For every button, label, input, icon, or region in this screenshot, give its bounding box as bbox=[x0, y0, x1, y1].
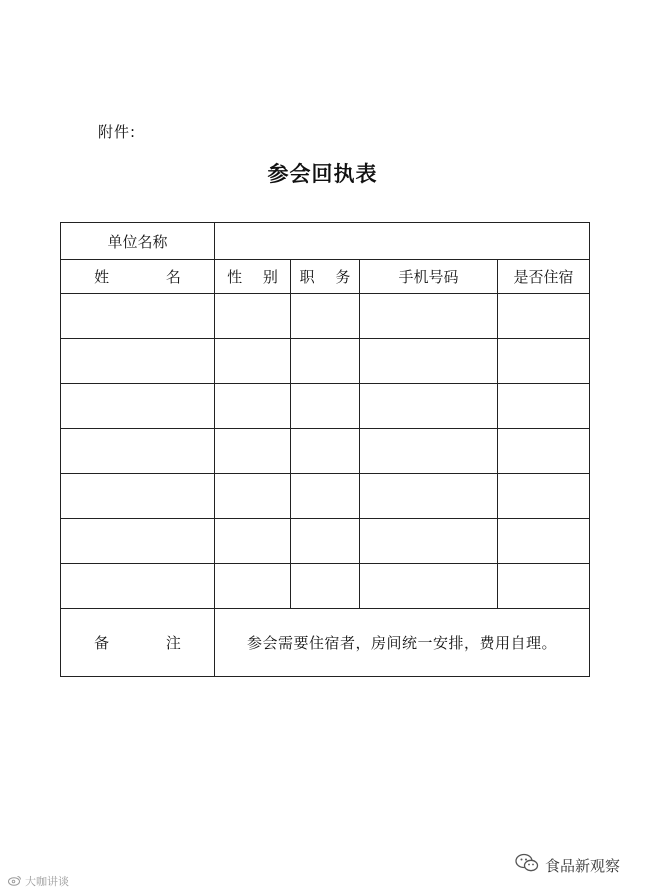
table-cell[interactable] bbox=[61, 474, 215, 519]
table-cell[interactable] bbox=[215, 429, 291, 474]
table-row bbox=[61, 384, 590, 429]
table-cell[interactable] bbox=[498, 474, 590, 519]
unit-value-cell[interactable] bbox=[215, 223, 590, 260]
table-cell[interactable] bbox=[215, 474, 291, 519]
weibo-watermark bbox=[8, 873, 69, 889]
table-cell[interactable] bbox=[360, 339, 498, 384]
header-gender: 性 别 bbox=[215, 260, 291, 294]
table-row bbox=[61, 294, 590, 339]
table-cell[interactable] bbox=[498, 294, 590, 339]
weibo-icon bbox=[8, 874, 22, 889]
form-title: 参会回执表 bbox=[267, 162, 378, 186]
table-row bbox=[61, 564, 590, 609]
header-phone: 手机号码 bbox=[360, 260, 498, 294]
table-cell[interactable] bbox=[215, 564, 291, 609]
wechat-watermark bbox=[515, 853, 620, 877]
table-cell[interactable] bbox=[61, 294, 215, 339]
table-cell[interactable] bbox=[498, 564, 590, 609]
header-name: 姓 名 bbox=[61, 260, 215, 294]
attachment-label: 附件: bbox=[98, 123, 137, 141]
table-cell[interactable] bbox=[498, 519, 590, 564]
table-cell[interactable] bbox=[61, 339, 215, 384]
table-cell[interactable] bbox=[360, 294, 498, 339]
table-cell[interactable] bbox=[291, 429, 360, 474]
table-row bbox=[61, 429, 590, 474]
table-cell[interactable] bbox=[291, 294, 360, 339]
remark-text: 参会需要住宿者，房间统一安排，费用自理。 bbox=[215, 609, 590, 677]
table-cell[interactable] bbox=[360, 429, 498, 474]
table-row bbox=[61, 519, 590, 564]
table-cell[interactable] bbox=[498, 429, 590, 474]
table-cell[interactable] bbox=[61, 519, 215, 564]
header-position: 职 务 bbox=[291, 260, 360, 294]
table-cell[interactable] bbox=[291, 384, 360, 429]
wechat-watermark-text: 食品新观察 bbox=[545, 856, 621, 875]
table-cell[interactable] bbox=[360, 474, 498, 519]
table-cell[interactable] bbox=[215, 519, 291, 564]
table-cell[interactable] bbox=[215, 294, 291, 339]
table-cell[interactable] bbox=[215, 339, 291, 384]
table-cell[interactable] bbox=[291, 339, 360, 384]
remark-label: 备 注 bbox=[61, 609, 215, 677]
header-row bbox=[61, 260, 590, 294]
header-lodging: 是否住宿 bbox=[498, 260, 590, 294]
remark-row bbox=[61, 609, 590, 677]
wechat-icon bbox=[515, 853, 539, 877]
table-row bbox=[61, 339, 590, 384]
table-cell[interactable] bbox=[61, 564, 215, 609]
table-cell[interactable] bbox=[291, 474, 360, 519]
table-cell[interactable] bbox=[360, 384, 498, 429]
table-cell[interactable] bbox=[61, 429, 215, 474]
unit-row bbox=[61, 223, 590, 260]
unit-label: 单位名称 bbox=[61, 223, 215, 260]
table-cell[interactable] bbox=[360, 519, 498, 564]
table-cell[interactable] bbox=[61, 384, 215, 429]
table-cell[interactable] bbox=[291, 519, 360, 564]
table-row bbox=[61, 474, 590, 519]
table-cell[interactable] bbox=[498, 384, 590, 429]
table-cell[interactable] bbox=[498, 339, 590, 384]
receipt-form-table bbox=[60, 222, 590, 677]
table-cell[interactable] bbox=[360, 564, 498, 609]
weibo-watermark-text: 大咖讲谈 bbox=[25, 875, 69, 888]
table-cell[interactable] bbox=[215, 384, 291, 429]
table-cell[interactable] bbox=[291, 564, 360, 609]
